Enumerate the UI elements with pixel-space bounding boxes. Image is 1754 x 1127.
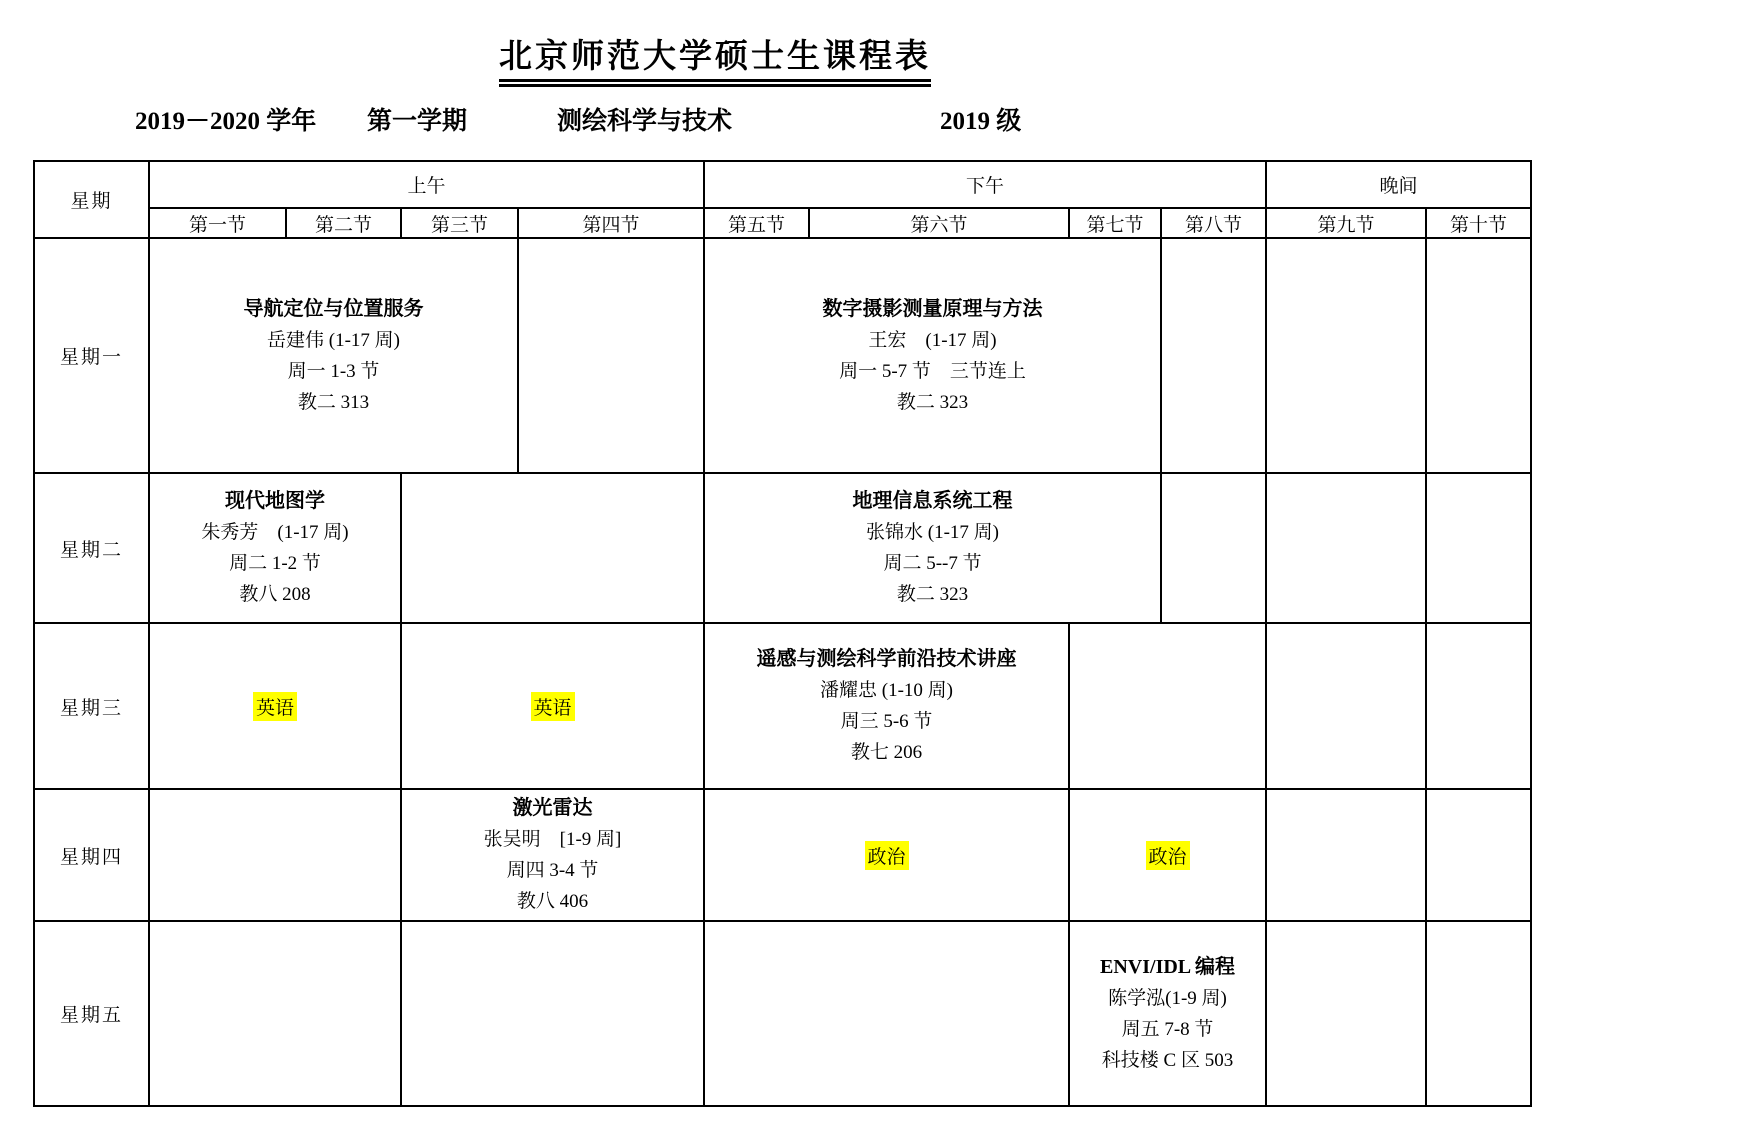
course-room: 教二 313 bbox=[297, 391, 370, 413]
course-teacher: 王宏 (1-17 周) bbox=[868, 329, 997, 351]
course-cell-monday-afternoon bbox=[704, 238, 1161, 473]
page-title-wrap bbox=[0, 30, 1430, 87]
day-label-wednesday: 星期三 bbox=[34, 623, 149, 789]
header-row-sessions bbox=[34, 161, 1531, 208]
course-time: 周二 1-2 节 bbox=[229, 553, 321, 574]
session-header-afternoon: 下午 bbox=[704, 161, 1266, 208]
empty-cell-monday-p8 bbox=[1161, 238, 1266, 473]
cell-wednesday-p34 bbox=[401, 623, 704, 789]
course-time: 周三 5-6 节 bbox=[840, 711, 933, 732]
course-timetable bbox=[33, 160, 1532, 1107]
course-cell-tuesday-afternoon bbox=[704, 473, 1161, 623]
period-header-5: 第五节 bbox=[704, 208, 809, 238]
empty-cell-thursday-p10 bbox=[1426, 789, 1531, 921]
course-cell-tuesday-morning bbox=[149, 473, 401, 623]
course-cell-thursday-morning bbox=[401, 789, 704, 921]
course-teacher: 张锦水 (1-17 周) bbox=[866, 522, 999, 543]
empty-cell-tuesday-p9 bbox=[1266, 473, 1426, 623]
empty-cell-friday-p9 bbox=[1266, 921, 1426, 1106]
empty-cell-wednesday-p10 bbox=[1426, 623, 1531, 789]
empty-cell-monday-p4 bbox=[518, 238, 704, 473]
course-teacher: 潘耀忠 (1-10 周) bbox=[820, 680, 953, 701]
politics-highlight: 政治 bbox=[865, 841, 909, 870]
empty-cell-monday-p9 bbox=[1266, 238, 1426, 473]
english-highlight: 英语 bbox=[253, 692, 297, 721]
day-label-tuesday: 星期二 bbox=[34, 473, 149, 623]
course-title: 遥感与测绘科学前沿技术讲座 bbox=[756, 648, 1017, 670]
period-header-6: 第六节 bbox=[809, 208, 1069, 238]
course-title: 地理信息系统工程 bbox=[852, 490, 1013, 512]
period-header-3: 第三节 bbox=[401, 208, 518, 238]
period-header-8: 第八节 bbox=[1161, 208, 1266, 238]
course-room: 科技楼 C 区 503 bbox=[1101, 1049, 1234, 1071]
row-friday bbox=[34, 921, 1531, 1106]
session-header-morning: 上午 bbox=[149, 161, 704, 208]
row-thursday bbox=[34, 789, 1531, 921]
subtitle-academic-year: 2019－2020 学年 bbox=[135, 108, 317, 135]
corner-cell-weekday: 星期 bbox=[34, 161, 149, 238]
cell-thursday-p78 bbox=[1069, 789, 1266, 921]
session-header-evening: 晚间 bbox=[1266, 161, 1531, 208]
subtitle-grade: 2019 级 bbox=[940, 108, 1022, 135]
period-header-7: 第七节 bbox=[1069, 208, 1161, 238]
empty-cell-friday-p10 bbox=[1426, 921, 1531, 1106]
course-room: 教八 406 bbox=[516, 891, 589, 912]
empty-cell-thursday-p9 bbox=[1266, 789, 1426, 921]
period-header-2: 第二节 bbox=[286, 208, 401, 238]
period-header-1: 第一节 bbox=[149, 208, 286, 238]
course-teacher: 陈学泓(1-9 周) bbox=[1108, 987, 1227, 1009]
course-time: 周四 3-4 节 bbox=[506, 860, 599, 881]
day-label-friday: 星期五 bbox=[34, 921, 149, 1106]
course-time: 周一 1-3 节 bbox=[287, 360, 380, 382]
course-title: 数字摄影测量原理与方法 bbox=[822, 297, 1043, 320]
cell-wednesday-p12 bbox=[149, 623, 401, 789]
empty-cell-friday-p34 bbox=[401, 921, 704, 1106]
day-label-thursday: 星期四 bbox=[34, 789, 149, 921]
period-header-10: 第十节 bbox=[1426, 208, 1531, 238]
course-title: 导航定位与位置服务 bbox=[243, 297, 424, 320]
course-room: 教八 208 bbox=[239, 584, 311, 605]
course-room: 教七 206 bbox=[850, 742, 923, 763]
empty-cell-tuesday-p34 bbox=[401, 473, 704, 623]
course-teacher: 朱秀芳 (1-17 周) bbox=[201, 522, 349, 543]
header-row-periods bbox=[34, 208, 1531, 238]
period-header-9: 第九节 bbox=[1266, 208, 1426, 238]
empty-cell-friday-p12 bbox=[149, 921, 401, 1106]
row-tuesday bbox=[34, 473, 1531, 623]
empty-cell-wednesday-p9 bbox=[1266, 623, 1426, 789]
subtitle-major: 测绘科学与技术 bbox=[557, 108, 733, 135]
page-title: 北京师范大学硕士生课程表 bbox=[499, 30, 931, 87]
politics-highlight: 政治 bbox=[1146, 841, 1190, 870]
empty-cell-wednesday-p78 bbox=[1069, 623, 1266, 789]
course-time: 周二 5--7 节 bbox=[883, 553, 982, 574]
course-cell-monday-morning bbox=[149, 238, 518, 473]
day-label-monday: 星期一 bbox=[34, 238, 149, 473]
course-room: 教二 323 bbox=[896, 391, 969, 413]
empty-cell-friday-p56 bbox=[704, 921, 1069, 1106]
row-wednesday bbox=[34, 623, 1531, 789]
course-teacher: 岳建伟 (1-17 周) bbox=[267, 329, 400, 351]
empty-cell-tuesday-p8 bbox=[1161, 473, 1266, 623]
period-header-4: 第四节 bbox=[518, 208, 704, 238]
course-time: 周五 7-8 节 bbox=[1121, 1018, 1214, 1040]
english-highlight: 英语 bbox=[531, 692, 575, 721]
empty-cell-monday-p10 bbox=[1426, 238, 1531, 473]
empty-cell-thursday-p12 bbox=[149, 789, 401, 921]
course-title: ENVI/IDL 编程 bbox=[1100, 955, 1236, 978]
subtitle-semester: 第一学期 bbox=[367, 108, 468, 135]
row-monday bbox=[34, 238, 1531, 473]
course-title: 现代地图学 bbox=[225, 490, 325, 512]
course-time: 周一 5-7 节 三节连上 bbox=[839, 360, 1026, 382]
course-title: 激光雷达 bbox=[512, 797, 593, 819]
empty-cell-tuesday-p10 bbox=[1426, 473, 1531, 623]
course-cell-friday-afternoon bbox=[1069, 921, 1266, 1106]
course-teacher: 张吴明 [1-9 周] bbox=[483, 829, 622, 850]
cell-thursday-p56 bbox=[704, 789, 1069, 921]
course-room: 教二 323 bbox=[896, 584, 969, 605]
course-cell-wednesday-afternoon bbox=[704, 623, 1069, 789]
